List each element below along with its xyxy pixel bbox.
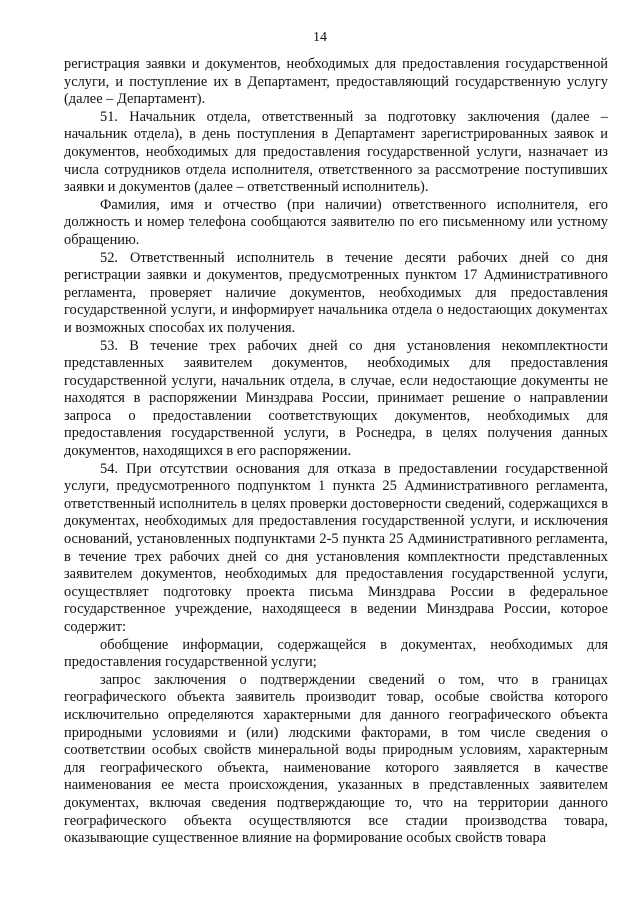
paragraph-54: 54. При отсутствии основания для отказа в предоставлении государственной услуги, предусмотренного подпунктом 1 пункта 25 Административного регламента, ответственный исполнитель в целях проверки достоверности сведений, содержащихся в документах, необходимых для предоставления государственной услуги, и исключения оснований, установленных подпунктами 2-5 пункта 25 Административного регламента, в течение трех рабочих дней со дня установления комплектности представленных заявителем документов, необходимых для предоставления государственной услуги, осуществляет подготовку проекта письма Минздрава России в федеральное государственное учреждение, находящееся в ведении Минздрава России, которое содержит: [64,460,608,635]
document-body [64,56,608,848]
paragraph-54-item-request: запрос заключения о подтверждении сведений о том, что в границах географического объекта заявитель производит товар, особые свойства которого исключительно определяются характерными для данного географического объекта природными условиями и (или) людскими факторами, в том числе сведения о соответствии особых свойств минеральной воды природным условиям, характерным для географического объекта, наименование которого заявляется в качестве наименования ее места происхождения, указанных в представленных заявителем документах, включая сведения подтверждающие то, что на территории данного географического объекта осуществляются все стадии производства товара, оказывающие существенное влияние на формирование особых свойств товара [64,671,608,847]
paragraph-continuation: регистрация заявки и документов, необходимых для предоставления государственной услуги, и поступление их в Департамент, предоставляющий государственную услугу (далее – Департамент). [64,56,608,108]
paragraph-51: 51. Начальник отдела, ответственный за подготовку заключения (далее – начальник отдела), в день поступления в Департамент зарегистрированных заявок и документов, необходимых для предоставления государственной услуги, назначает из числа сотрудников отдела исполнителя, ответственного за рассмотрение поступивших заявки и документов (далее – ответственный исполнитель). [64,108,608,196]
page-number: 14 [313,30,327,45]
paragraph-52: 52. Ответственный исполнитель в течение десяти рабочих дней со дня регистрации заявки и документов, предусмотренных пунктом 17 Административного регламента, проверяет наличие документов, необходимых для предоставления государственной услуги, и информирует начальника отдела о недостающих документах и возможных способах их получения. [64,249,608,336]
paragraph-53: 53. В течение трех рабочих дней со дня установления некомплектности представленных заявителем документов, необходимых для предоставления государственной услуги, начальник отдела, в случае, если недостающие документы не находятся в распоряжении Минздрава России, принимает решение о направлении запроса о предоставлении соответствующих документов, необходимых для предоставления государственной услуги, в Роснедра, в целях получения данных документов, находящихся в его распоряжении. [64,337,608,460]
paragraph-54-item-summary: обобщение информации, содержащейся в документах, необходимых для предоставления государственной услуги; [64,636,608,671]
paragraph-51-contact-info: Фамилия, имя и отчество (при наличии) ответственного исполнителя, его должность и номер телефона сообщаются заявителю по его письменному или устному обращению. [64,196,608,248]
